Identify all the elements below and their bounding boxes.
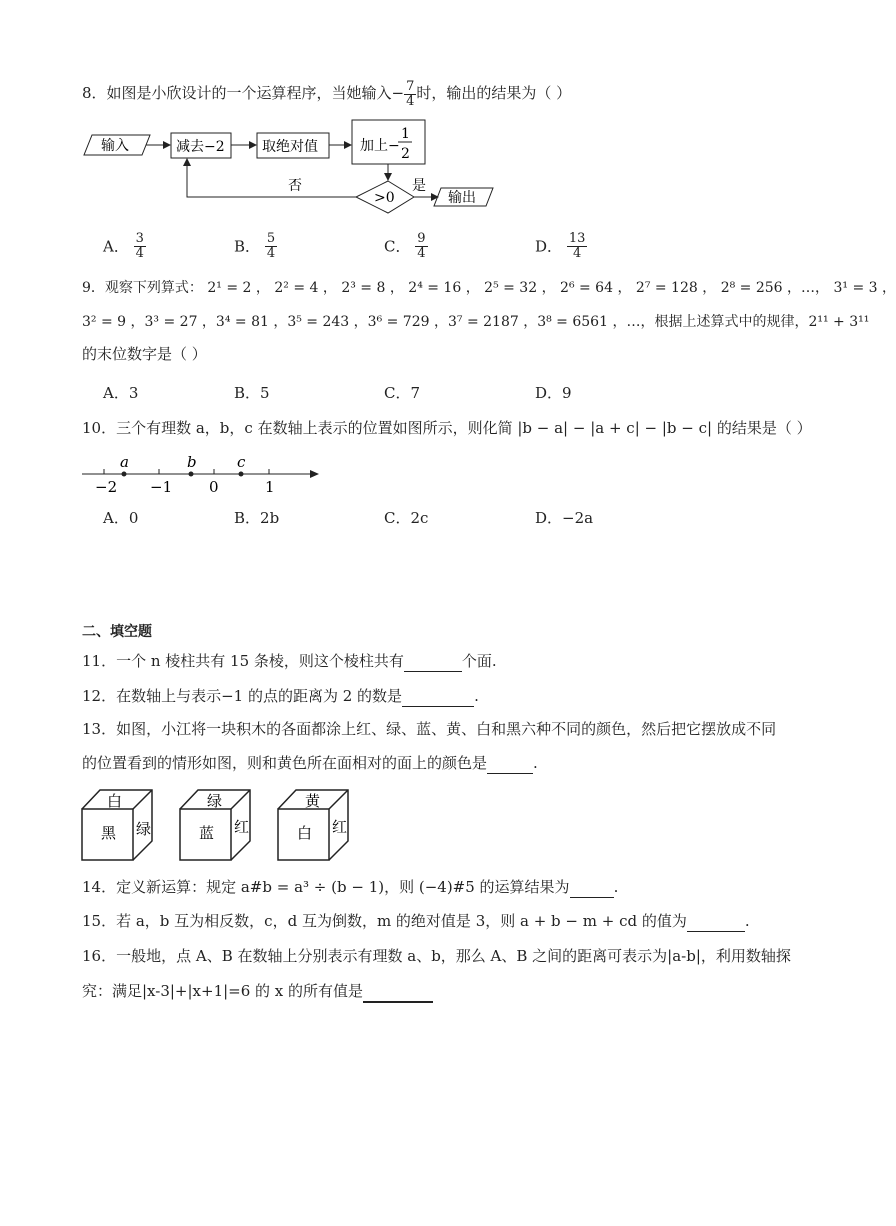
point-a bbox=[122, 472, 127, 477]
tick-label-0: 0 bbox=[209, 478, 219, 496]
q8-option-b-den: 4 bbox=[266, 245, 276, 261]
cube-3-front: 白 bbox=[297, 824, 313, 842]
point-c bbox=[239, 472, 244, 477]
tick-label-minus1: −1 bbox=[150, 478, 173, 496]
flow-add-den: 2 bbox=[401, 146, 410, 162]
cube-2-front: 蓝 bbox=[199, 824, 215, 842]
q15-text-b: . bbox=[744, 912, 750, 930]
q9-line3: 的末位数字是（ ） bbox=[82, 345, 207, 363]
cube-2 bbox=[180, 790, 250, 860]
q10-stem: 10．三个有理数 a，b，c 在数轴上表示的位置如图所示，则化简 |b − a| − |a + c| − |b − c| 的结果是（ ） bbox=[82, 419, 812, 437]
q8-option-d-num: 13 bbox=[568, 231, 586, 246]
q9-line2: 3² = 9 ，3³ = 27 ，3⁴ = 81 ，3⁵ = 243 ，3⁶ = 729 ，3⁷ = 2187 ，3⁸ = 6561 ，…，根据上述算式中的规律，2¹¹ + 3¹¹ bbox=[82, 314, 870, 330]
q8-option-b[interactable] bbox=[234, 232, 277, 260]
q16-line2-text: 究：满足|x-3|+|x+1|=6 的 x 的所有值是 bbox=[82, 982, 364, 1000]
q13-answer-blank[interactable] bbox=[487, 758, 533, 774]
q15-answer-blank[interactable] bbox=[687, 916, 745, 932]
q8-option-a-num: 3 bbox=[135, 231, 144, 246]
flow-sub-text: 减去−2 bbox=[176, 139, 225, 155]
q8-option-d-den: 4 bbox=[572, 245, 582, 261]
q8-input-sign: − bbox=[391, 84, 405, 103]
point-c-label: c bbox=[237, 453, 246, 471]
q12-text-b: . bbox=[474, 687, 479, 705]
flow-yes-label: 是 bbox=[412, 178, 426, 194]
q9-option-b[interactable]: B．5 bbox=[234, 384, 270, 402]
cube-1-side: 绿 bbox=[136, 820, 152, 838]
flow-output-text: 输出 bbox=[448, 190, 476, 206]
point-a-label: a bbox=[120, 453, 129, 471]
q12 bbox=[82, 689, 479, 707]
q9-option-d[interactable]: D．9 bbox=[535, 384, 572, 402]
cube-1 bbox=[82, 790, 152, 860]
point-b-label: b bbox=[187, 453, 197, 471]
q9-eq-8: 2⁸ = 256 ，…， bbox=[720, 280, 830, 296]
q11-text-b: 个面. bbox=[461, 652, 497, 670]
q9-prefix: 9．观察下列算式： bbox=[82, 280, 203, 296]
q10-option-b[interactable]: B．2b bbox=[234, 509, 280, 527]
cube-1-front: 黑 bbox=[101, 824, 117, 842]
q10-option-d[interactable]: D．−2a bbox=[535, 509, 594, 527]
cube-3 bbox=[278, 790, 348, 860]
q8-option-c-den: 4 bbox=[417, 245, 426, 261]
flow-abs-box bbox=[257, 133, 329, 158]
q14-answer-blank[interactable] bbox=[570, 882, 614, 898]
flow-output-shape bbox=[434, 188, 493, 206]
q9-eq-9: 3¹ = 3 ， bbox=[833, 280, 896, 296]
q8-option-a[interactable] bbox=[103, 232, 146, 260]
flow-cond-diamond bbox=[356, 181, 414, 213]
cube-2-top: 绿 bbox=[207, 792, 223, 810]
tick-label-1: 1 bbox=[265, 478, 275, 496]
q8-option-c-fraction bbox=[415, 232, 427, 260]
q8-option-d[interactable] bbox=[535, 232, 587, 260]
q16-line2 bbox=[82, 984, 433, 1003]
q8-option-d-label: D． bbox=[535, 237, 563, 256]
q9-option-c[interactable]: C．7 bbox=[384, 384, 421, 402]
q16-line1: 16．一般地，点 A、B 在数轴上分别表示有理数 a、b，那么 A、B 之间的距离可表示为|a-b|，利用数轴探 bbox=[82, 947, 791, 965]
q10-option-c[interactable]: C．2c bbox=[384, 509, 429, 527]
q13-line2-a: 的位置看到的情形如图，则和黄色所在面相对的面上的颜色是 bbox=[82, 754, 488, 772]
cube-2-side: 红 bbox=[234, 818, 250, 836]
q8-option-b-fraction bbox=[265, 232, 277, 260]
q8-stem-b: 时，输出的结果为（ ） bbox=[416, 84, 572, 103]
q11-answer-blank[interactable] bbox=[404, 656, 462, 672]
q10-option-a[interactable]: A．0 bbox=[103, 509, 139, 527]
q9-eq-5: 2⁵ = 32 ， bbox=[484, 280, 556, 296]
q8-option-b-num: 5 bbox=[266, 231, 276, 246]
flow-sub-box bbox=[171, 133, 231, 158]
q8-option-a-fraction bbox=[134, 232, 146, 260]
q9-line1 bbox=[82, 281, 896, 295]
q15-text-a: 15．若 a，b 互为相反数，c，d 互为倒数，m 的绝对值是 3，则 a + b − m + cd 的值为 bbox=[82, 912, 687, 930]
flow-add-box bbox=[352, 120, 425, 164]
cube-3-side: 红 bbox=[332, 818, 348, 836]
q13-line2-b: . bbox=[533, 754, 538, 772]
q9-eq-6: 2⁶ = 64 ， bbox=[560, 280, 632, 296]
q8-input-fraction bbox=[404, 80, 416, 108]
q8-input-den: 4 bbox=[406, 93, 415, 109]
q14-text-b: . bbox=[613, 878, 619, 896]
cube-3-top: 黄 bbox=[305, 792, 321, 810]
q8-option-c[interactable] bbox=[384, 232, 428, 260]
q9-option-a[interactable]: A．3 bbox=[103, 384, 139, 402]
section-title: 二、填空题 bbox=[82, 624, 152, 640]
q12-text-a: 12．在数轴上与表示−1 的点的距离为 2 的数是 bbox=[82, 687, 403, 705]
q8-option-b-label: B． bbox=[234, 237, 261, 256]
q9-eq-1: 2¹ = 2 ， bbox=[207, 280, 270, 296]
q9-eq-3: 2³ = 8 ， bbox=[341, 280, 404, 296]
q9-eq-4: 2⁴ = 16 ， bbox=[408, 280, 480, 296]
q15 bbox=[82, 914, 750, 932]
q8-stem bbox=[82, 80, 571, 108]
q8-option-a-label: A． bbox=[103, 237, 129, 256]
q9-eq-2: 2² = 4 ， bbox=[274, 280, 337, 296]
point-b bbox=[189, 472, 194, 477]
cube-1-top: 白 bbox=[107, 792, 123, 810]
flow-cond-text: >0 bbox=[374, 190, 395, 206]
tick-label-minus2: −2 bbox=[95, 478, 118, 496]
q8-option-c-label: C． bbox=[384, 237, 411, 256]
q8-option-c-num: 9 bbox=[417, 231, 426, 246]
q8-option-a-den: 4 bbox=[135, 245, 144, 261]
q8-stem-a: 8．如图是小欣设计的一个运算程序，当她输入 bbox=[82, 84, 392, 103]
q12-answer-blank[interactable] bbox=[402, 691, 474, 707]
q14-text-a: 14．定义新运算：规定 a#b = a³ ÷ (b − 1)，则 (−4)#5 的运算结果为 bbox=[82, 878, 570, 896]
q11-text-a: 11．一个 n 棱柱共有 15 条棱，则这个棱柱共有 bbox=[82, 652, 404, 670]
flow-input-shape bbox=[84, 135, 150, 155]
q8-input-num: 7 bbox=[406, 79, 415, 94]
flow-add-prefix: 加上− bbox=[360, 138, 400, 154]
q13-line1: 13．如图，小江将一块积木的各面都涂上红、绿、蓝、黄、白和黑六种不同的颜色，然后把它摆放成不同 bbox=[82, 720, 777, 738]
q14 bbox=[82, 880, 618, 898]
q8-option-d-fraction bbox=[567, 232, 588, 260]
q11 bbox=[82, 654, 497, 672]
flow-add-num: 1 bbox=[401, 126, 410, 142]
q9-eq-7: 2⁷ = 128 ， bbox=[635, 280, 717, 296]
flow-no-label: 否 bbox=[288, 178, 302, 194]
q13-line2 bbox=[82, 756, 538, 774]
flow-abs-text: 取绝对值 bbox=[262, 139, 318, 155]
q16-answer-blank[interactable] bbox=[363, 986, 433, 1003]
flow-input-text: 输入 bbox=[101, 138, 129, 154]
